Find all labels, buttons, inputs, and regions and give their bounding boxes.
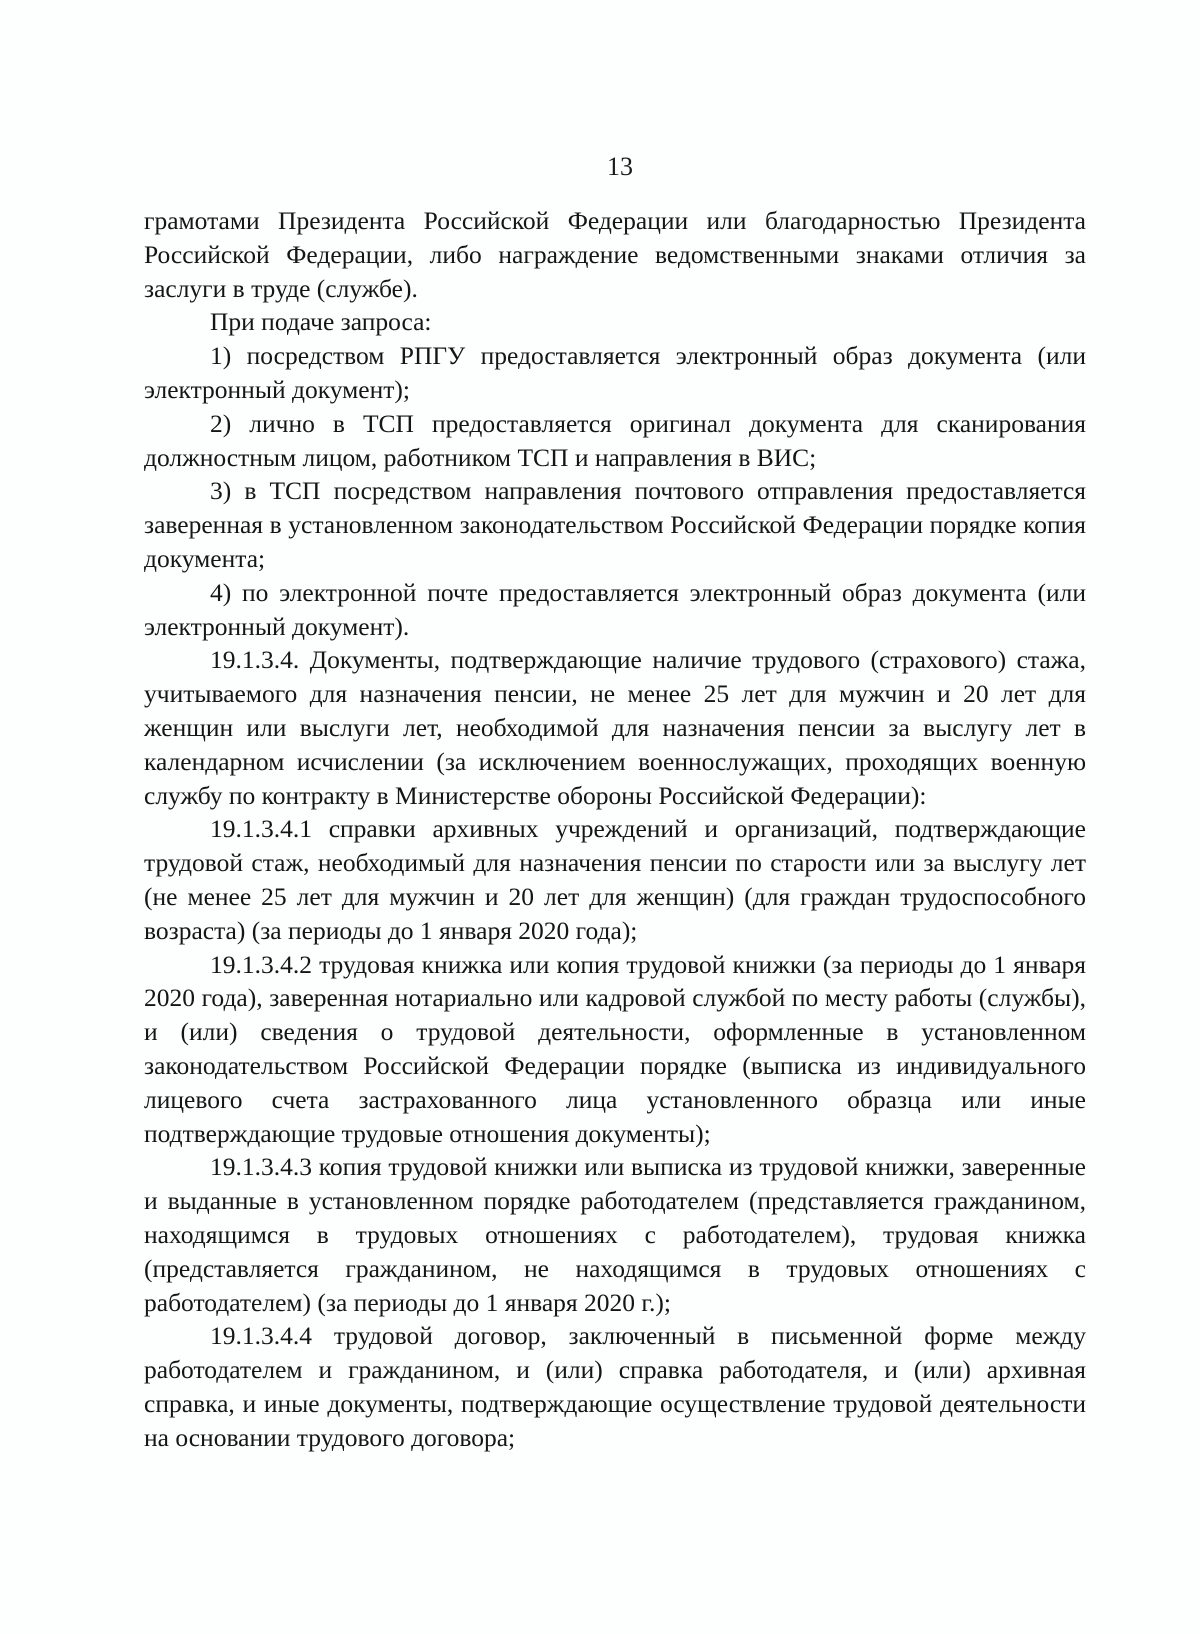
paragraph-section-19-1-3-4-3: 19.1.3.4.3 копия трудовой книжки или выписка из трудовой книжки, заверенные и выданные в установленном порядке работодателем (представляется гражданином, находящимся в трудовых отношениях с работодателем), трудовая книжка (представляется гражданином, не находящимся в трудовых отношениях с работодателем) (за периоды до 1 января 2020 г.);: [144, 1152, 1086, 1317]
paragraph-continuation: грамотами Президента Российской Федерации или благодарностью Президента Российской Федерации, либо награждение ведомственными знаками отличия за заслуги в труде (службе).: [144, 206, 1086, 303]
paragraph-section-19-1-3-4-1: 19.1.3.4.1 справки архивных учреждений и организаций, подтверждающие трудовой стаж, необходимый для назначения пенсии по старости или за выслугу лет (не менее 25 лет для мужчин и 20 лет для женщин) (для граждан трудоспособного возраста) (за периоды до 1 января 2020 года);: [144, 814, 1086, 945]
paragraph-item-4: 4) по электронной почте предоставляется электронный образ документа (или электронный документ).: [144, 577, 1086, 641]
paragraph-item-1: 1) посредством РПГУ предоставляется электронный образ документа (или электронный документ);: [144, 341, 1086, 404]
document-body: [144, 204, 1086, 1454]
paragraph-section-19-1-3-4-2: 19.1.3.4.2 трудовая книжка или копия трудовой книжки (за периоды до 1 января 2020 года), заверенная нотариально или кадровой службой по месту работы (службы), и (или) сведения о трудовой деятельности, оформленные в установленном законодательством Российской Федерации порядке (выписка из индивидуального лицевого счета застрахованного лица установленного образца или иные подтверждающие трудовые отношения документы);: [144, 949, 1086, 1148]
paragraph-section-19-1-3-4: 19.1.3.4. Документы, подтверждающие наличие трудового (страхового) стажа, учитываемого для назначения пенсии, не менее 25 лет для мужчин и 20 лет для женщин или выслуги лет, необходимой для назначения пенсии за выслугу лет в календарном исчислении (за исключением военнослужащих, проходящих военную службу по контракту в Министерстве обороны Российской Федерации):: [144, 645, 1086, 810]
paragraph-item-3: 3) в ТСП посредством направления почтового отправления предоставляется заверенная в установленном законодательством Российской Федерации порядке копия документа;: [144, 476, 1086, 573]
page-number: 13: [607, 152, 633, 181]
paragraph-request-intro: При подаче запроса:: [210, 307, 432, 337]
paragraph-section-19-1-3-4-4: 19.1.3.4.4 трудовой договор, заключенный в письменной форме между работодателем и гражданином, и (или) справка работодателя, и (или) архивная справка, и иные документы, подтверждающие осуществление трудовой деятельности на основании трудового договора;: [144, 1321, 1086, 1452]
paragraph-item-2: 2) лично в ТСП предоставляется оригинал документа для сканирования должностным лицом, работником ТСП и направления в ВИС;: [144, 408, 1086, 472]
